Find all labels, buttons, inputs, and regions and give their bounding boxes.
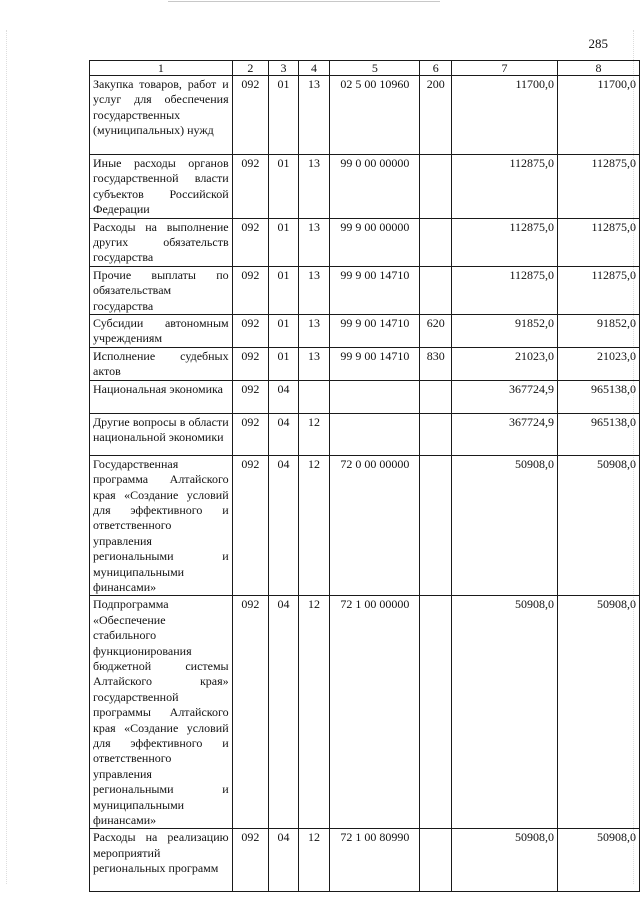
cell-name: Другие вопросы в области национальной экономики — [90, 413, 233, 455]
cell-col-7: 367724,9 — [452, 413, 558, 455]
cell-col-5: 99 9 00 00000 — [330, 218, 420, 266]
cell-col-5: 99 9 00 14710 — [330, 266, 420, 314]
cell-col-2: 092 — [232, 455, 269, 596]
cell-col-3: 01 — [269, 218, 299, 266]
cell-col-5: 72 1 00 80990 — [330, 829, 420, 892]
cell-col-8: 112875,0 — [558, 155, 640, 219]
cell-col-2: 092 — [232, 315, 269, 348]
table-row — [90, 76, 640, 155]
cell-col-2: 092 — [232, 347, 269, 380]
cell-col-2: 092 — [232, 266, 269, 314]
cell-name: Государственная программа Алтайского края «Создание условий для эффективного и ответственного управления региональными и муниципальными финансами» — [90, 455, 233, 596]
cell-col-4: 13 — [298, 315, 330, 348]
cell-col-3: 04 — [269, 380, 299, 413]
cell-col-5 — [330, 380, 420, 413]
cell-name: Прочие выплаты по обязательствам государства — [90, 266, 233, 314]
cell-col-4: 12 — [298, 596, 330, 829]
header-cell: 5 — [330, 61, 420, 76]
cell-col-4: 12 — [298, 413, 330, 455]
cell-col-5 — [330, 413, 420, 455]
header-cell: 2 — [232, 61, 269, 76]
cell-col-6: 200 — [420, 76, 452, 155]
cell-col-2: 092 — [232, 596, 269, 829]
cell-col-3: 01 — [269, 76, 299, 155]
cell-col-7: 11700,0 — [452, 76, 558, 155]
cell-col-5: 02 5 00 10960 — [330, 76, 420, 155]
cell-col-8: 50908,0 — [558, 455, 640, 596]
cell-name: Закупка товаров, работ и услуг для обеспечения государственных (муниципальных) нужд — [90, 76, 233, 155]
cell-col-4: 12 — [298, 455, 330, 596]
table-header-row — [90, 61, 640, 76]
cell-name: Расходы на реализацию мероприятий региональных программ — [90, 829, 233, 892]
cell-name: Исполнение судебных актов — [90, 347, 233, 380]
header-cell: 8 — [558, 61, 640, 76]
cell-col-7: 50908,0 — [452, 829, 558, 892]
cell-col-2: 092 — [232, 829, 269, 892]
cell-col-8: 112875,0 — [558, 218, 640, 266]
cell-col-6 — [420, 596, 452, 829]
cell-col-4 — [298, 380, 330, 413]
table-row — [90, 829, 640, 892]
cell-col-6 — [420, 380, 452, 413]
cell-col-3: 01 — [269, 155, 299, 219]
table-row — [90, 413, 640, 455]
cell-col-2: 092 — [232, 413, 269, 455]
page-edge-left — [6, 30, 7, 884]
cell-col-7: 91852,0 — [452, 315, 558, 348]
cell-col-8: 50908,0 — [558, 829, 640, 892]
cell-col-2: 092 — [232, 380, 269, 413]
cell-col-7: 50908,0 — [452, 455, 558, 596]
cell-col-5: 99 9 00 14710 — [330, 347, 420, 380]
table-row — [90, 266, 640, 314]
header-cell: 3 — [269, 61, 299, 76]
cell-name: Расходы на выполнение других обязательств государства — [90, 218, 233, 266]
cell-col-5: 99 0 00 00000 — [330, 155, 420, 219]
cell-col-8: 21023,0 — [558, 347, 640, 380]
table-row — [90, 155, 640, 219]
table-row — [90, 218, 640, 266]
cell-col-8: 50908,0 — [558, 596, 640, 829]
cell-col-8: 91852,0 — [558, 315, 640, 348]
cell-col-6 — [420, 413, 452, 455]
cell-col-6: 620 — [420, 315, 452, 348]
cell-col-3: 04 — [269, 413, 299, 455]
cell-col-2: 092 — [232, 218, 269, 266]
cell-col-8: 112875,0 — [558, 266, 640, 314]
cell-name: Национальная экономика — [90, 380, 233, 413]
cell-col-7: 21023,0 — [452, 347, 558, 380]
cell-col-6: 830 — [420, 347, 452, 380]
top-rule — [168, 1, 440, 2]
cell-col-7: 112875,0 — [452, 266, 558, 314]
table-row — [90, 380, 640, 413]
cell-col-2: 092 — [232, 155, 269, 219]
cell-col-6 — [420, 218, 452, 266]
cell-col-6 — [420, 266, 452, 314]
cell-col-5: 72 0 00 00000 — [330, 455, 420, 596]
cell-col-6 — [420, 455, 452, 596]
header-cell: 7 — [452, 61, 558, 76]
cell-col-3: 04 — [269, 829, 299, 892]
cell-col-4: 12 — [298, 829, 330, 892]
cell-col-4: 13 — [298, 347, 330, 380]
cell-col-3: 01 — [269, 347, 299, 380]
cell-col-3: 04 — [269, 596, 299, 829]
cell-col-3: 01 — [269, 266, 299, 314]
table-body — [90, 61, 640, 892]
cell-col-8: 11700,0 — [558, 76, 640, 155]
cell-name: Иные расходы органов государственной власти субъектов Российской Федерации — [90, 155, 233, 219]
page-number: 285 — [588, 36, 608, 51]
cell-col-4: 13 — [298, 76, 330, 155]
table-row — [90, 596, 640, 829]
header-cell: 6 — [420, 61, 452, 76]
cell-col-4: 13 — [298, 218, 330, 266]
cell-col-5: 72 1 00 00000 — [330, 596, 420, 829]
cell-col-3: 04 — [269, 455, 299, 596]
cell-name: Субсидии автономным учреждениям — [90, 315, 233, 348]
cell-col-4: 13 — [298, 155, 330, 219]
cell-col-7: 367724,9 — [452, 380, 558, 413]
cell-col-8: 965138,0 — [558, 380, 640, 413]
cell-col-3: 01 — [269, 315, 299, 348]
header-cell: 4 — [298, 61, 330, 76]
cell-name: Подпрограмма «Обеспечение стабильного функционирования бюджетной системы Алтайского края» государственной программы Алтайского края «Создание условий для эффективного и ответственного управления региональными и муниципальными финансами» — [90, 596, 233, 829]
cell-col-5: 99 9 00 14710 — [330, 315, 420, 348]
table-row — [90, 347, 640, 380]
cell-col-8: 965138,0 — [558, 413, 640, 455]
table-row — [90, 455, 640, 596]
cell-col-7: 50908,0 — [452, 596, 558, 829]
table-row — [90, 315, 640, 348]
header-cell: 1 — [90, 61, 233, 76]
budget-table — [89, 60, 640, 892]
cell-col-4: 13 — [298, 266, 330, 314]
cell-col-7: 112875,0 — [452, 218, 558, 266]
cell-col-6 — [420, 829, 452, 892]
cell-col-6 — [420, 155, 452, 219]
cell-col-7: 112875,0 — [452, 155, 558, 219]
cell-col-2: 092 — [232, 76, 269, 155]
